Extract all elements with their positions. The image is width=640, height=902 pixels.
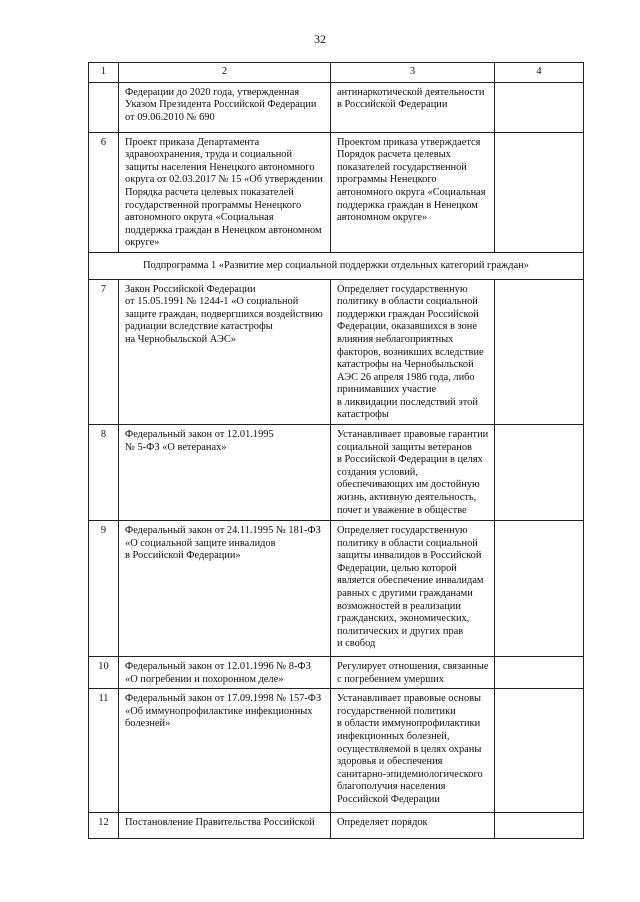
table-row bbox=[89, 689, 584, 813]
document-description: антинаркотической деятельности в Российской Федерации bbox=[331, 82, 495, 132]
header-col-1: 1 bbox=[89, 63, 119, 83]
row-number: 10 bbox=[89, 657, 119, 689]
header-col-3: 3 bbox=[331, 63, 495, 83]
subprogram-heading: Подпрограмма 1 «Развитие мер социальной поддержки отдельных категорий граждан» bbox=[89, 252, 584, 279]
document-name: Постановление Правительства Российской bbox=[119, 813, 331, 839]
note-cell bbox=[495, 521, 584, 657]
document-name: Проект приказа Департамента здравоохранения, труда и социальной защиты населения Ненецкого автономного округа от 02.03.2017 № 15 «Об утверждении Порядка расчета целевых показателей государственной программы Ненецкого автономного округа «Социальная поддержка граждан в Ненецком автономном округе» bbox=[119, 132, 331, 252]
note-cell bbox=[495, 425, 584, 521]
subprogram-heading-row bbox=[89, 252, 584, 279]
document-description: Определяет государственную политику в области социальной поддержки граждан Российской Федерации, оказавшихся в зоне влияния неблагоприятных факторов, возникших вследствие катастрофы на Чернобыльской АЭС 26 апреля 1986 года, либо принимавших участие в ликвидации последствий этой катастрофы bbox=[331, 279, 495, 425]
document-name: Федерации до 2020 года, утвержденная Указом Президента Российской Федерации от 09.06.2010 № 690 bbox=[119, 82, 331, 132]
note-cell bbox=[495, 657, 584, 689]
document-description: Устанавливает правовые основы государственной политики в области иммунопрофилактики инфекционных болезней, осуществляемой в целях охраны здоровья и обеспечения санитарно-эпидемиологического благополучия населения Российской Федерации bbox=[331, 689, 495, 813]
row-number: 12 bbox=[89, 813, 119, 839]
row-number: 7 bbox=[89, 279, 119, 425]
document-description: Определяет государственную политику в области социальной защиты инвалидов в Российской Федерации, целью которой является обеспечение инвалидам равных с другими гражданами возможностей в реализации гражданских, экономических, политических и других прав и свобод bbox=[331, 521, 495, 657]
document-name: Федеральный закон от 24.11.1995 № 181-ФЗ «О социальной защите инвалидов в Российской Федерации» bbox=[119, 521, 331, 657]
table-row bbox=[89, 425, 584, 521]
table-row bbox=[89, 279, 584, 425]
page-number: 32 bbox=[314, 32, 326, 46]
legal-acts-table bbox=[88, 62, 584, 839]
document-description: Проектом приказа утверждается Порядок расчета целевых показателей государственной программы Ненецкого автономного округа «Социальная поддержка граждан в Ненецком автономном округе» bbox=[331, 132, 495, 252]
document-description: Устанавливает правовые гарантии социальной защиты ветеранов в Российской Федерации в целях создания условий, обеспечивающих им достойную жизнь, активную деятельность, почет и уважение в обществе bbox=[331, 425, 495, 521]
table-row bbox=[89, 82, 584, 132]
document-description: Определяет порядок bbox=[331, 813, 495, 839]
document-name: Федеральный закон от 17.09.1998 № 157-ФЗ «Об иммунопрофилактике инфекционных болезней» bbox=[119, 689, 331, 813]
note-cell bbox=[495, 813, 584, 839]
table-row bbox=[89, 132, 584, 252]
document-name: Федеральный закон от 12.01.1996 № 8-ФЗ «О погребении и похоронном деле» bbox=[119, 657, 331, 689]
note-cell bbox=[495, 689, 584, 813]
header-row bbox=[89, 63, 584, 83]
document-name: Федеральный закон от 12.01.1995 № 5-ФЗ «О ветеранах» bbox=[119, 425, 331, 521]
row-number: 6 bbox=[89, 132, 119, 252]
row-number: 8 bbox=[89, 425, 119, 521]
row-number bbox=[89, 82, 119, 132]
table-row bbox=[89, 813, 584, 839]
document-name: Закон Российской Федерации от 15.05.1991 № 1244-1 «О социальной защите граждан, подвергшихся воздействию радиации вследствие катастрофы на Чернобыльской АЭС» bbox=[119, 279, 331, 425]
document-description: Регулирует отношения, связанные с погребением умерших bbox=[331, 657, 495, 689]
table-row bbox=[89, 657, 584, 689]
note-cell bbox=[495, 279, 584, 425]
row-number: 9 bbox=[89, 521, 119, 657]
table-row bbox=[89, 521, 584, 657]
note-cell bbox=[495, 132, 584, 252]
note-cell bbox=[495, 82, 584, 132]
header-col-2: 2 bbox=[119, 63, 331, 83]
row-number: 11 bbox=[89, 689, 119, 813]
header-col-4: 4 bbox=[495, 63, 584, 83]
